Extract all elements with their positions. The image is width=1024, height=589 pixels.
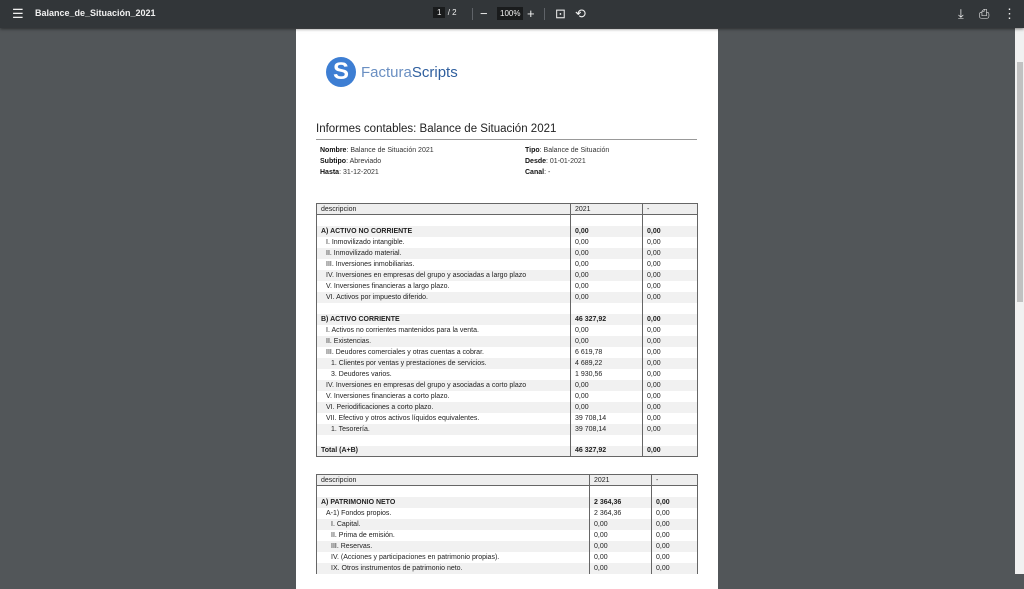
description-cell: 1. Clientes por ventas y prestaciones de servicios.: [317, 358, 571, 369]
description-cell: A-1) Fondos propios.: [317, 508, 590, 519]
description-cell: III. Inversiones inmobiliarias.: [317, 259, 571, 270]
table-row: [317, 303, 698, 314]
value-cell: 0,00: [571, 380, 643, 391]
table-header: [317, 475, 698, 486]
value-cell: [571, 215, 643, 226]
table-row: [317, 369, 698, 380]
value-cell: 0,00: [652, 552, 698, 563]
page-indicator: [433, 8, 457, 17]
value-cell: 0,00: [590, 552, 652, 563]
table-row: [317, 402, 698, 413]
meta-nombre: Nombre: Balance de Situación 2021: [320, 147, 434, 154]
meta-tipo: Tipo: Balance de Situación: [525, 147, 610, 154]
table-row: [317, 259, 698, 270]
description-cell: 1. Tesorería.: [317, 424, 571, 435]
value-cell: 4 689,22: [571, 358, 643, 369]
value-cell: 0,00: [652, 563, 698, 574]
description-cell: VI. Activos por impuesto diferido.: [317, 292, 571, 303]
table-row: [317, 380, 698, 391]
value-cell: 0,00: [643, 248, 698, 259]
value-cell: 0,00: [571, 281, 643, 292]
value-cell: [643, 435, 698, 446]
description-cell: IV. (Acciones y participaciones en patrimonio propias).: [317, 552, 590, 563]
table-row: [317, 497, 698, 508]
column-header: -: [652, 475, 698, 486]
value-cell: 0,00: [643, 259, 698, 270]
logo-mark: S: [326, 57, 356, 87]
description-cell: I. Inmovilizado intangible.: [317, 237, 571, 248]
value-cell: 0,00: [643, 413, 698, 424]
value-cell: 2 364,36: [590, 508, 652, 519]
value-cell: 0,00: [652, 541, 698, 552]
table-row: [317, 424, 698, 435]
description-cell: I. Activos no corrientes mantenidos para la venta.: [317, 325, 571, 336]
column-header: descripcion: [317, 204, 571, 215]
value-cell: 0,00: [571, 237, 643, 248]
value-cell: 0,00: [643, 292, 698, 303]
table-row: [317, 358, 698, 369]
description-cell: [317, 486, 590, 497]
value-cell: 0,00: [643, 270, 698, 281]
description-cell: II. Inmovilizado material.: [317, 248, 571, 259]
description-cell: IV. Inversiones en empresas del grupo y asociadas a corto plazo: [317, 380, 571, 391]
more-options-icon[interactable]: ⋮: [1003, 6, 1016, 21]
description-cell: VII. Efectivo y otros activos líquidos equivalentes.: [317, 413, 571, 424]
description-cell: VI. Periodificaciones a corto plazo.: [317, 402, 571, 413]
menu-icon[interactable]: ☰: [12, 6, 24, 21]
description-cell: B) ACTIVO CORRIENTE: [317, 314, 571, 325]
value-cell: 0,00: [643, 281, 698, 292]
table-row: [317, 215, 698, 226]
column-header: descripcion: [317, 475, 590, 486]
table-row: [317, 486, 698, 497]
fit-page-icon[interactable]: ⊡: [555, 6, 566, 21]
table-row: [317, 292, 698, 303]
column-header: 2021: [571, 204, 643, 215]
description-cell: [317, 303, 571, 314]
table-row: [317, 226, 698, 237]
meta-hasta: Hasta: 31-12-2021: [320, 169, 379, 176]
value-cell: 0,00: [571, 402, 643, 413]
value-cell: 0,00: [590, 519, 652, 530]
description-cell: Total (A+B): [317, 446, 571, 457]
description-cell: III. Reservas.: [317, 541, 590, 552]
value-cell: 0,00: [643, 380, 698, 391]
value-cell: 0,00: [643, 369, 698, 380]
table-row: [317, 391, 698, 402]
value-cell: [571, 303, 643, 314]
table-row: [317, 530, 698, 541]
table-row: [317, 248, 698, 259]
value-cell: 0,00: [643, 402, 698, 413]
pdf-toolbar: [0, 0, 1024, 28]
page-number-input[interactable]: 1: [433, 7, 445, 18]
pdf-page: [296, 29, 718, 589]
value-cell: 0,00: [643, 424, 698, 435]
print-icon[interactable]: ⎙: [979, 6, 990, 21]
divider: [472, 8, 473, 20]
value-cell: 0,00: [643, 347, 698, 358]
table-row: [317, 413, 698, 424]
value-cell: 0,00: [643, 391, 698, 402]
table-row: [317, 508, 698, 519]
value-cell: 39 708,14: [571, 424, 643, 435]
value-cell: 0,00: [652, 497, 698, 508]
description-cell: IV. Inversiones en empresas del grupo y asociadas a largo plazo: [317, 270, 571, 281]
report-title: Informes contables: Balance de Situación 2021: [316, 123, 557, 135]
value-cell: 0,00: [571, 226, 643, 237]
description-cell: IX. Otros instrumentos de patrimonio neto.: [317, 563, 590, 574]
scrollbar[interactable]: [1015, 28, 1024, 574]
table-row: [317, 325, 698, 336]
table-row: [317, 270, 698, 281]
table-row: [317, 446, 698, 457]
factura-scripts-logo: [326, 57, 458, 87]
value-cell: 0,00: [571, 325, 643, 336]
value-cell: 0,00: [643, 314, 698, 325]
scrollbar-thumb[interactable]: [1017, 62, 1023, 302]
table-row: [317, 314, 698, 325]
column-header: -: [643, 204, 698, 215]
value-cell: 0,00: [571, 292, 643, 303]
zoom-out-icon[interactable]: −: [480, 6, 488, 21]
logo-name: FacturaScripts: [361, 63, 458, 81]
value-cell: 0,00: [652, 508, 698, 519]
description-cell: V. Inversiones financieras a corto plazo.: [317, 391, 571, 402]
description-cell: II. Prima de emisión.: [317, 530, 590, 541]
value-cell: 0,00: [643, 336, 698, 347]
download-icon[interactable]: ⤓: [958, 6, 964, 21]
value-cell: 0,00: [571, 259, 643, 270]
value-cell: 0,00: [652, 519, 698, 530]
value-cell: 0,00: [571, 336, 643, 347]
table-header: [317, 204, 698, 215]
zoom-in-icon[interactable]: +: [527, 6, 535, 21]
meta-desde: Desde: 01-01-2021: [525, 158, 586, 165]
table-row: [317, 336, 698, 347]
description-cell: II. Existencias.: [317, 336, 571, 347]
value-cell: 39 708,14: [571, 413, 643, 424]
table-row: [317, 237, 698, 248]
value-cell: 46 327,92: [571, 446, 643, 457]
table-row: [317, 281, 698, 292]
divider: [544, 8, 545, 20]
balance-table-assets: [316, 203, 698, 457]
zoom-input[interactable]: 100%: [497, 7, 523, 20]
value-cell: [652, 486, 698, 497]
divider: [316, 139, 697, 140]
value-cell: 0,00: [652, 530, 698, 541]
table-row: [317, 563, 698, 574]
table-row: [317, 435, 698, 446]
meta-subtipo: Subtipo: Abreviado: [320, 158, 382, 165]
value-cell: 0,00: [590, 563, 652, 574]
description-cell: A) ACTIVO NO CORRIENTE: [317, 226, 571, 237]
meta-canal: Canal: -: [525, 169, 551, 176]
value-cell: 46 327,92: [571, 314, 643, 325]
value-cell: 0,00: [571, 391, 643, 402]
column-header: 2021: [590, 475, 652, 486]
value-cell: 2 364,36: [590, 497, 652, 508]
balance-table-equity: [316, 474, 698, 574]
value-cell: 0,00: [571, 270, 643, 281]
rotate-icon[interactable]: ⟲: [575, 6, 586, 21]
value-cell: 0,00: [643, 237, 698, 248]
description-cell: 3. Deudores varios.: [317, 369, 571, 380]
table-row: [317, 552, 698, 563]
value-cell: [590, 486, 652, 497]
description-cell: A) PATRIMONIO NETO: [317, 497, 590, 508]
value-cell: 0,00: [643, 358, 698, 369]
table-row: [317, 519, 698, 530]
page-total: / 2: [447, 8, 457, 17]
table-row: [317, 347, 698, 358]
description-cell: III. Deudores comerciales y otras cuentas a cobrar.: [317, 347, 571, 358]
document-title: Balance_de_Situación_2021: [35, 8, 156, 18]
description-cell: V. Inversiones financieras a largo plazo.: [317, 281, 571, 292]
value-cell: 6 619,78: [571, 347, 643, 358]
value-cell: 0,00: [643, 226, 698, 237]
table-row: [317, 541, 698, 552]
value-cell: 0,00: [643, 446, 698, 457]
description-cell: [317, 215, 571, 226]
value-cell: 0,00: [571, 248, 643, 259]
value-cell: 0,00: [643, 325, 698, 336]
value-cell: [643, 303, 698, 314]
value-cell: [571, 435, 643, 446]
value-cell: [643, 215, 698, 226]
value-cell: 1 930,56: [571, 369, 643, 380]
description-cell: [317, 435, 571, 446]
value-cell: 0,00: [590, 541, 652, 552]
description-cell: I. Capital.: [317, 519, 590, 530]
value-cell: 0,00: [590, 530, 652, 541]
